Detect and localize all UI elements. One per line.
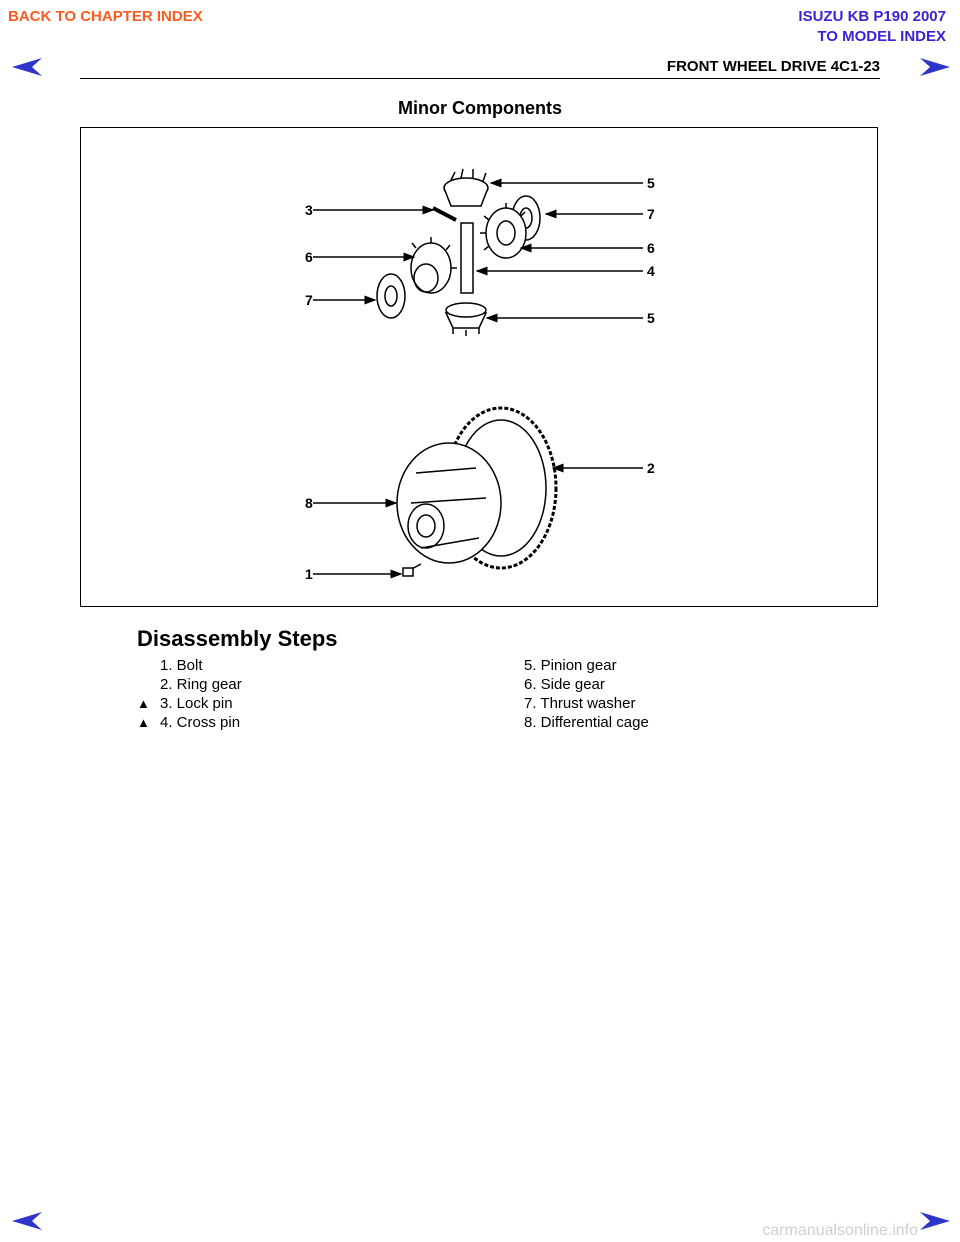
triangle-marker-icon: ▲ [137,715,150,730]
callout-7-left: 7 [305,292,313,308]
callout-2: 2 [647,460,655,476]
left-side-gear [411,237,457,293]
model-title: ISUZU KB P190 2007 [798,8,946,25]
callout-5-upper: 5 [647,175,655,191]
left-thrust-washer [377,274,405,318]
callout-6-left: 6 [305,249,313,265]
triangle-marker-icon: ▲ [137,696,150,711]
bolt [403,564,421,576]
step-item: 1. Bolt [160,657,203,674]
callout-3: 3 [305,202,313,218]
callout-6-right: 6 [647,240,655,256]
step-item: 5. Pinion gear [524,657,617,674]
disassembly-steps-title: Disassembly Steps [137,626,338,651]
exploded-view-figure [80,127,878,607]
callout-5-lower: 5 [647,310,655,326]
lock-pin [433,208,456,220]
previous-page-arrow-icon[interactable] [12,1212,42,1230]
callout-1: 1 [305,566,313,582]
differential-cage [397,443,501,563]
next-page-arrow-icon[interactable] [920,1212,950,1230]
step-item: 7. Thrust washer [524,695,636,712]
callout-8: 8 [305,495,313,511]
lower-pinion-gear [446,303,486,336]
callout-4: 4 [647,263,655,279]
to-model-index-link[interactable]: TO MODEL INDEX [817,28,946,45]
cross-pin [461,223,473,293]
section-title: Minor Components [398,98,562,118]
step-item: 6. Side gear [524,676,605,693]
watermark: carmanualsonline.info [762,1222,918,1239]
step-item: 8. Differential cage [524,714,649,731]
step-item: 2. Ring gear [160,676,242,693]
step-item: 3. Lock pin [160,695,233,712]
next-page-arrow-icon[interactable] [920,58,950,76]
previous-page-arrow-icon[interactable] [12,58,42,76]
back-to-chapter-index-link[interactable]: BACK TO CHAPTER INDEX [8,8,203,25]
differential-exploded-diagram [81,128,877,606]
callout-7-right: 7 [647,206,655,222]
step-item: 4. Cross pin [160,714,241,731]
page-header-title: FRONT WHEEL DRIVE 4C1-23 [666,58,880,75]
header-divider [80,78,880,79]
upper-pinion-gear [444,169,488,206]
